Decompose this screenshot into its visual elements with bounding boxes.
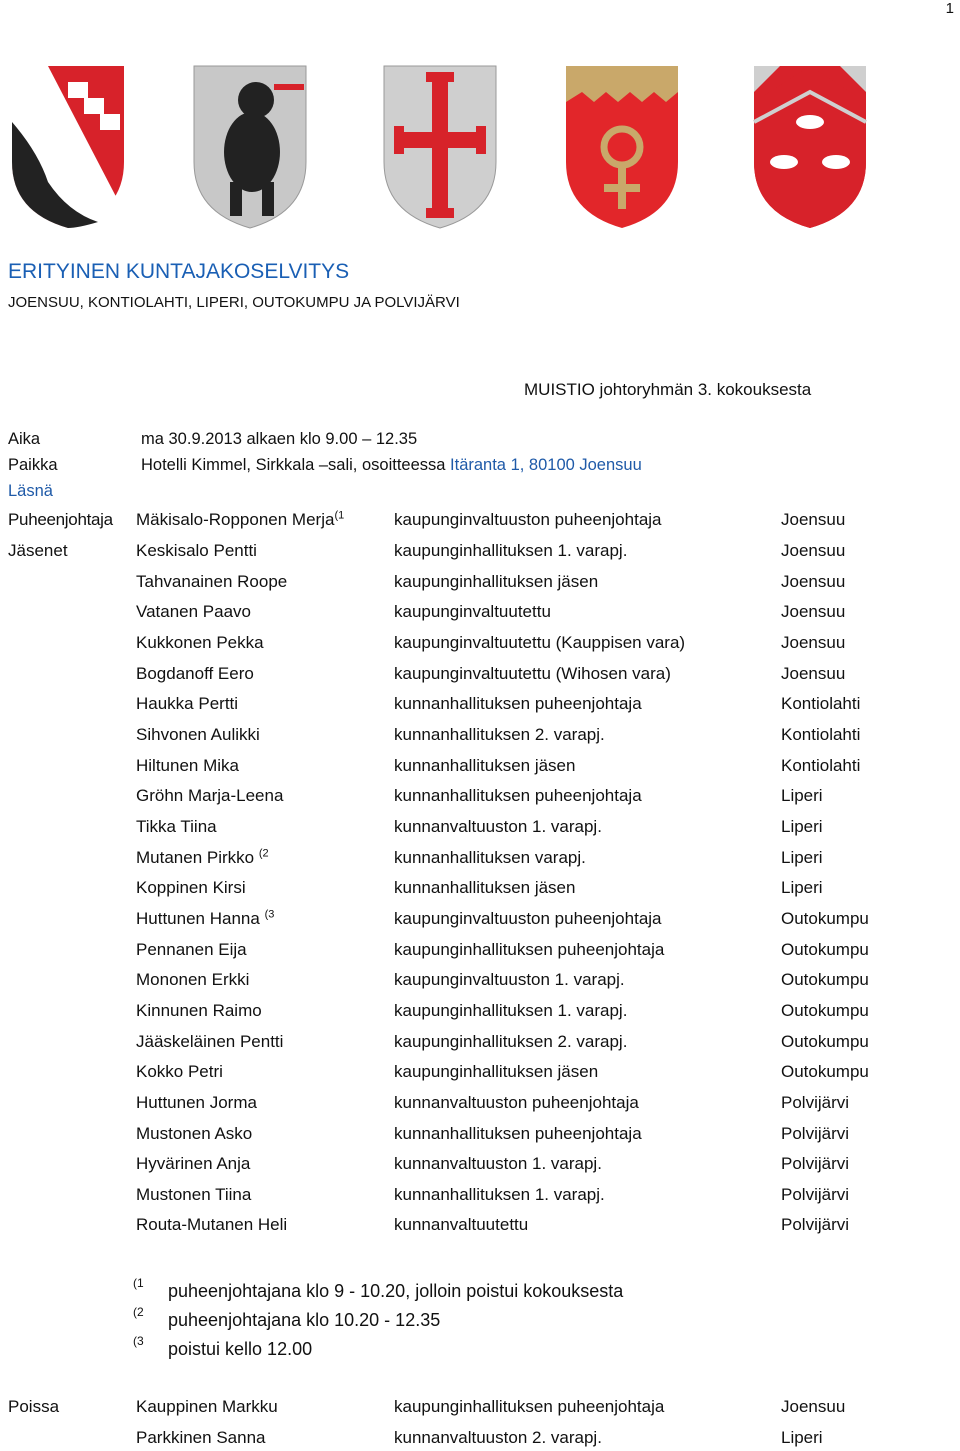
crest-kontiolahti-icon (190, 62, 310, 232)
member-role: kunnanhallituksen 1. varapj. (394, 1185, 605, 1204)
member-role: kunnanvaltuuston 1. varapj. (394, 817, 602, 836)
member-town: Joensuu (781, 602, 846, 621)
member-role: kaupunginvaltuutettu (Kauppisen vara) (394, 633, 686, 652)
member-town: Joensuu (781, 572, 846, 591)
member-role: kunnanhallituksen varapj. (394, 848, 586, 867)
member-town: Kontiolahti (781, 725, 861, 744)
paikka-label: Paikka (8, 456, 58, 474)
footnote-mark: (1 (133, 1276, 144, 1290)
chair-label: Puheenjohtaja (8, 510, 113, 529)
chair-town: Joensuu (781, 510, 846, 529)
member-town: Outokumpu (781, 940, 869, 959)
chair-name-cell (136, 510, 344, 530)
member-town: Kontiolahti (781, 694, 861, 713)
paikka-value (141, 456, 642, 475)
member-name: Sihvonen Aulikki (136, 725, 260, 744)
member-name: Jääskeläinen Pentti (136, 1032, 284, 1051)
footnote-text: puheenjohtajana klo 9 - 10.20, jolloin poistui kokouksesta (168, 1281, 624, 1301)
member-name: Hiltunen Mika (136, 756, 239, 775)
chair-footnote-mark: (1 (334, 509, 345, 522)
aika-value: ma 30.9.2013 alkaen klo 9.00 – 12.35 (141, 430, 418, 448)
member-name: Routa-Mutanen Heli (136, 1215, 288, 1234)
member-town: Outokumpu (781, 1001, 869, 1020)
aika-label: Aika (8, 430, 41, 448)
member-town: Liperi (781, 848, 823, 867)
member-role: kaupunginhallituksen 2. varapj. (394, 1032, 628, 1051)
crest-liperi-icon (380, 62, 500, 232)
member-name: Gröhn Marja-Leena (136, 786, 284, 805)
absent-town: Joensuu (781, 1397, 846, 1416)
member-name: Vatanen Paavo (136, 602, 251, 621)
member-name: Tahvanainen Roope (136, 572, 288, 591)
member-name: Keskisalo Pentti (136, 541, 257, 560)
member-role: kaupunginhallituksen puheenjohtaja (394, 940, 665, 959)
member-role: kaupunginhallituksen jäsen (394, 1062, 599, 1081)
member-role: kunnanhallituksen 2. varapj. (394, 725, 605, 744)
member-role: kunnanhallituksen puheenjohtaja (394, 786, 642, 805)
member-role: kunnanvaltuuston puheenjohtaja (394, 1093, 639, 1112)
member-role: kaupunginvaltuuston puheenjohtaja (394, 909, 662, 928)
member-town: Polvijärvi (781, 1215, 850, 1234)
member-town: Polvijärvi (781, 1093, 850, 1112)
member-name: Huttunen Jorma (136, 1093, 257, 1112)
page-number: 1 (945, 0, 954, 17)
member-name: Koppinen Kirsi (136, 878, 246, 897)
member-name: Huttunen Hanna $^{(3}$ (136, 908, 275, 928)
absent-town: Liperi (781, 1428, 823, 1447)
members-label: Jäsenet (8, 541, 68, 560)
absent-name: Kauppinen Markku (136, 1397, 278, 1416)
member-role: kunnanhallituksen puheenjohtaja (394, 1124, 642, 1143)
member-name: Mononen Erkki (136, 970, 250, 989)
member-town: Joensuu (781, 664, 846, 683)
member-role: kaupunginvaltuuston 1. varapj. (394, 970, 625, 989)
member-town: Liperi (781, 878, 823, 897)
footnote-text: poistui kello 12.00 (168, 1339, 313, 1359)
member-role: kaupunginvaltuutettu (394, 602, 551, 621)
member-town: Liperi (781, 817, 823, 836)
absent-role: kaupunginhallituksen puheenjohtaja (394, 1397, 665, 1416)
member-role: kaupunginhallituksen 1. varapj. (394, 1001, 628, 1020)
member-role: kunnanvaltuutettu (394, 1215, 529, 1234)
member-town: Outokumpu (781, 1062, 869, 1081)
memo-title: MUISTIO johtoryhmän 3. kokouksesta (524, 380, 812, 399)
member-role: kaupunginhallituksen 1. varapj. (394, 541, 628, 560)
crest-joensuu-icon (8, 62, 128, 232)
member-role: kunnanhallituksen jäsen (394, 756, 576, 775)
member-role: kaupunginhallituksen jäsen (394, 572, 599, 591)
lasna-label: Läsnä (8, 482, 53, 500)
document-title: ERITYINEN KUNTAJAKOSELVITYS (8, 260, 350, 283)
member-town: Outokumpu (781, 1032, 869, 1051)
footnote-mark: (2 (133, 1305, 144, 1319)
member-town: Joensuu (781, 541, 846, 560)
paikka-venue: Hotelli Kimmel, Sirkkala –sali, osoitteessa (141, 456, 451, 474)
member-name: Hyvärinen Anja (136, 1154, 251, 1173)
absent-role: kunnanvaltuuston 2. varapj. (394, 1428, 602, 1447)
member-role: kaupunginvaltuutettu (Wihosen vara) (394, 664, 671, 683)
member-town: Outokumpu (781, 909, 869, 928)
member-town: Polvijärvi (781, 1154, 850, 1173)
paikka-address: Itäranta 1, 80100 Joensuu (450, 456, 642, 474)
member-name: Kukkonen Pekka (136, 633, 264, 652)
document-subtitle: JOENSUU, KONTIOLAHTI, LIPERI, OUTOKUMPU JA POLVIJÄRVI (8, 294, 460, 311)
absent-label: Poissa (8, 1397, 60, 1416)
member-town: Joensuu (781, 633, 846, 652)
member-name: Pennanen Eija (136, 940, 247, 959)
member-name: Bogdanoff Eero (136, 664, 254, 683)
crest-outokumpu-icon (562, 62, 682, 232)
member-name: Mutanen Pirkko $^{(2}$ (136, 847, 269, 867)
member-name: Tikka Tiina (136, 817, 217, 836)
member-role: kunnanhallituksen puheenjohtaja (394, 694, 642, 713)
member-name: Haukka Pertti (136, 694, 239, 713)
member-name: Mustonen Asko (136, 1124, 253, 1143)
member-town: Kontiolahti (781, 756, 861, 775)
member-name: Kokko Petri (136, 1062, 223, 1081)
chair-name: Mäkisalo-Ropponen Merja (136, 510, 335, 529)
member-role: kunnanhallituksen jäsen (394, 878, 576, 897)
footnote-mark: (3 (133, 1334, 144, 1348)
member-name: Kinnunen Raimo (136, 1001, 262, 1020)
absent-name: Parkkinen Sanna (136, 1428, 266, 1447)
member-town: Polvijärvi (781, 1124, 850, 1143)
member-town: Liperi (781, 786, 823, 805)
member-town: Polvijärvi (781, 1185, 850, 1204)
member-role: kunnanvaltuuston 1. varapj. (394, 1154, 602, 1173)
footnote-text: puheenjohtajana klo 10.20 - 12.35 (168, 1310, 441, 1330)
crest-polvijarvi-icon (750, 62, 870, 232)
chair-role: kaupunginvaltuuston puheenjohtaja (394, 510, 662, 529)
member-town: Outokumpu (781, 970, 869, 989)
member-name: Mustonen Tiina (136, 1185, 252, 1204)
